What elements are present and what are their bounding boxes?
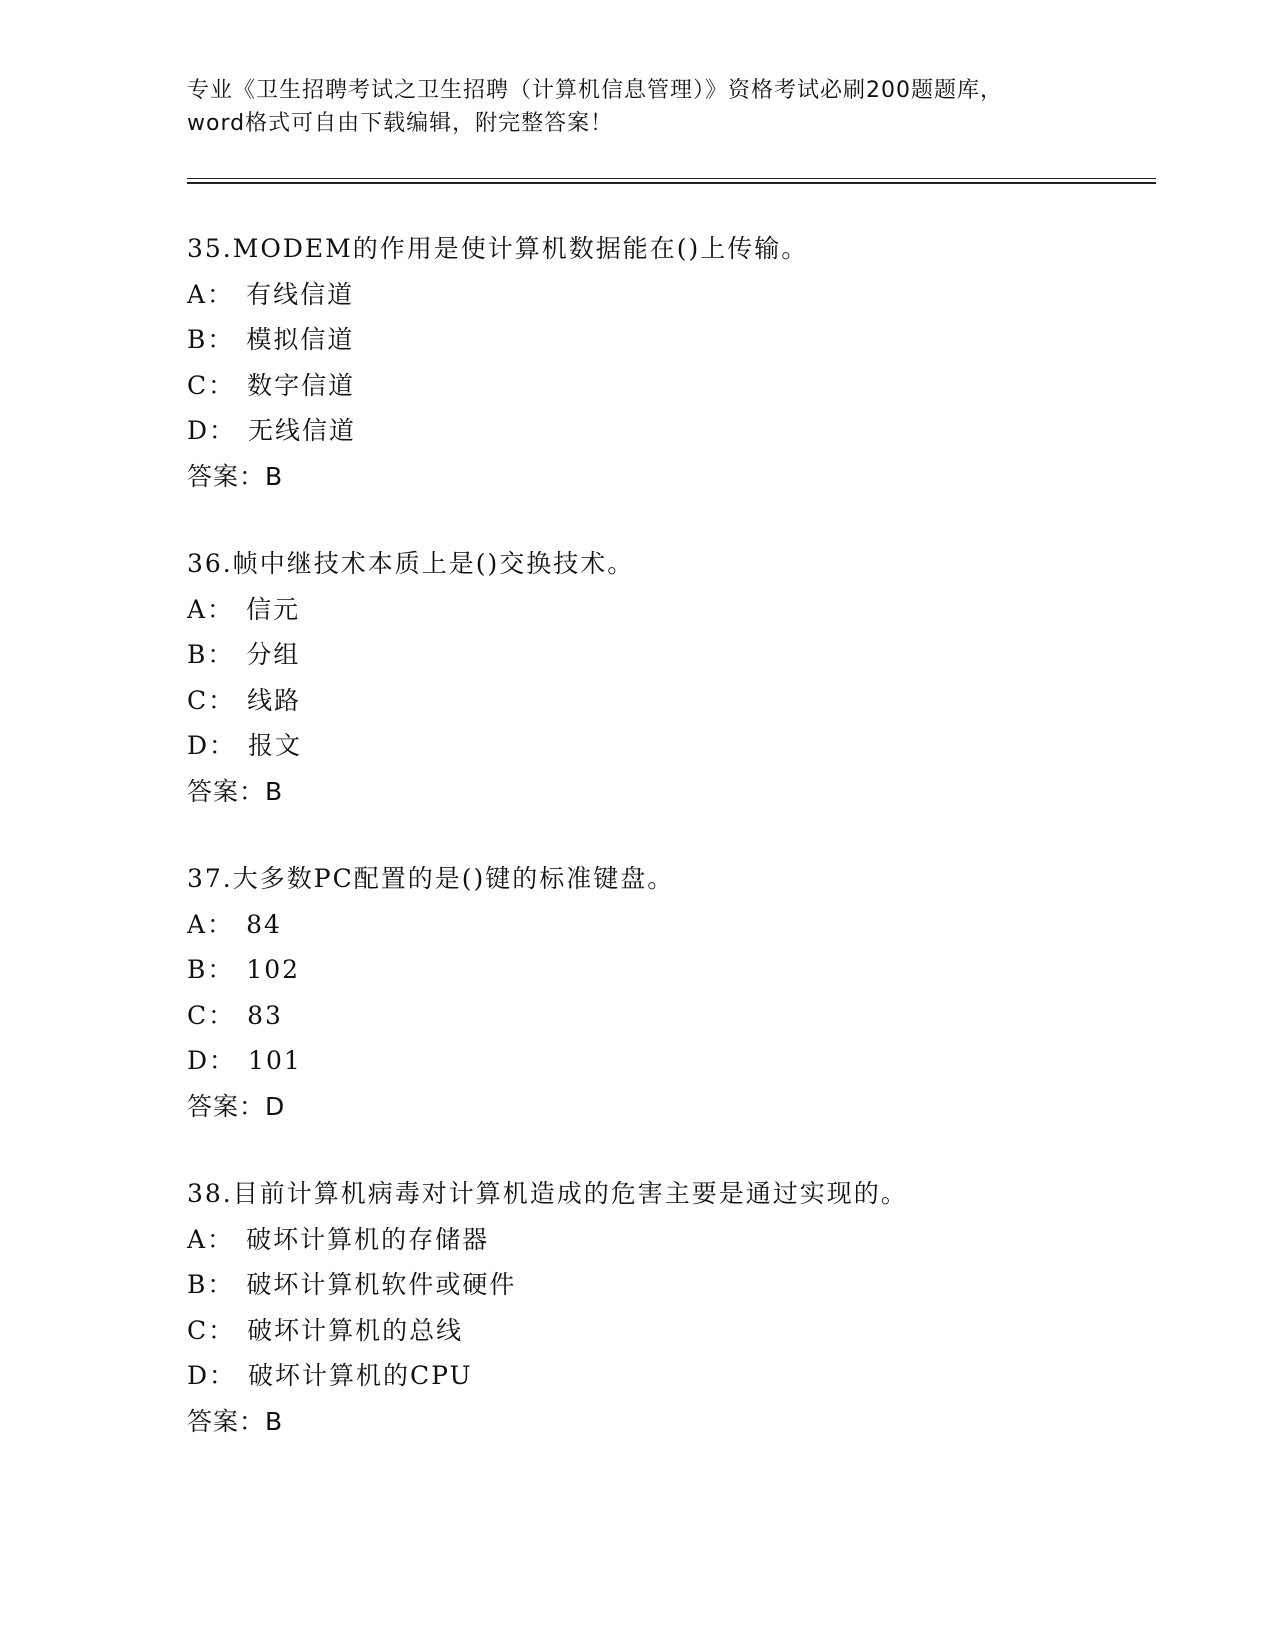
option-label: D： (187, 1361, 237, 1390)
option-text: 84 (246, 909, 282, 939)
option-b (187, 317, 1137, 363)
header-title-line-1: 专业《卫生招聘考试之卫生招聘（计算机信息管理）》资格考试必刷200题题库， (187, 78, 1003, 103)
option-text: 信元 (246, 594, 301, 624)
option-text: 有线信道 (246, 279, 355, 309)
option-d (187, 1353, 1137, 1399)
option-a (187, 902, 1137, 948)
option-label: B： (187, 325, 235, 354)
option-text: 线路 (247, 685, 302, 715)
question-stem: 35.MODEM的作用是使计算机数据能在()上传输。 (187, 234, 809, 263)
option-d (187, 1038, 1137, 1084)
header-divider-thick (187, 182, 1156, 184)
option-text: 破坏计算机软件或硬件 (246, 1270, 517, 1299)
answer-key: 答案：D (187, 1091, 286, 1121)
option-text: 报文 (248, 731, 303, 760)
option-label: B： (187, 640, 235, 669)
answer-key: 答案：B (187, 776, 284, 806)
option-d (187, 723, 1137, 769)
option-label: A： (187, 1224, 235, 1254)
option-b (187, 947, 1137, 993)
option-label: C： (187, 370, 236, 400)
option-c (187, 678, 1137, 724)
option-label: A： (187, 279, 235, 309)
option-a (187, 272, 1137, 318)
question-35 (187, 226, 1137, 499)
answer-key: 答案：B (187, 1406, 284, 1436)
option-d (187, 408, 1137, 454)
option-label: D： (187, 416, 237, 445)
option-a (187, 587, 1137, 633)
option-text: 数字信道 (247, 370, 356, 400)
option-b (187, 1262, 1137, 1308)
option-label: C： (187, 685, 236, 715)
option-label: B： (187, 955, 235, 984)
option-text: 102 (246, 955, 301, 984)
option-label: C： (187, 1315, 236, 1345)
option-label: D： (187, 731, 237, 760)
option-text: 101 (248, 1046, 302, 1075)
option-b (187, 632, 1137, 678)
option-c (187, 993, 1137, 1039)
option-label: A： (187, 594, 235, 624)
option-text: 破坏计算机的总线 (247, 1315, 464, 1345)
option-label: B： (187, 1270, 235, 1299)
option-label: C： (187, 1000, 236, 1030)
option-label: D： (187, 1046, 237, 1075)
option-text: 模拟信道 (246, 325, 355, 354)
option-text: 破坏计算机的存储器 (246, 1224, 490, 1254)
option-a (187, 1217, 1137, 1263)
option-label: A： (187, 909, 235, 939)
header-divider-thin (187, 178, 1156, 179)
option-text: 无线信道 (248, 416, 357, 445)
option-text: 83 (247, 1000, 283, 1030)
question-stem: 37.大多数PC配置的是()键的标准键盘。 (187, 864, 675, 893)
question-36 (187, 541, 1137, 814)
answer-key: 答案：B (187, 461, 284, 491)
document-header (187, 74, 1087, 140)
question-stem: 36.帧中继技术本质上是()交换技术。 (187, 549, 635, 578)
header-title-line-2: word格式可自由下载编辑，附完整答案！ (187, 111, 614, 136)
question-stem: 38.目前计算机病毒对计算机造成的危害主要是通过实现的。 (187, 1179, 908, 1208)
option-text: 破坏计算机的CPU (248, 1361, 473, 1390)
option-c (187, 1308, 1137, 1354)
question-37 (187, 856, 1137, 1129)
question-38 (187, 1171, 1137, 1444)
option-c (187, 363, 1137, 409)
option-text: 分组 (246, 640, 301, 669)
